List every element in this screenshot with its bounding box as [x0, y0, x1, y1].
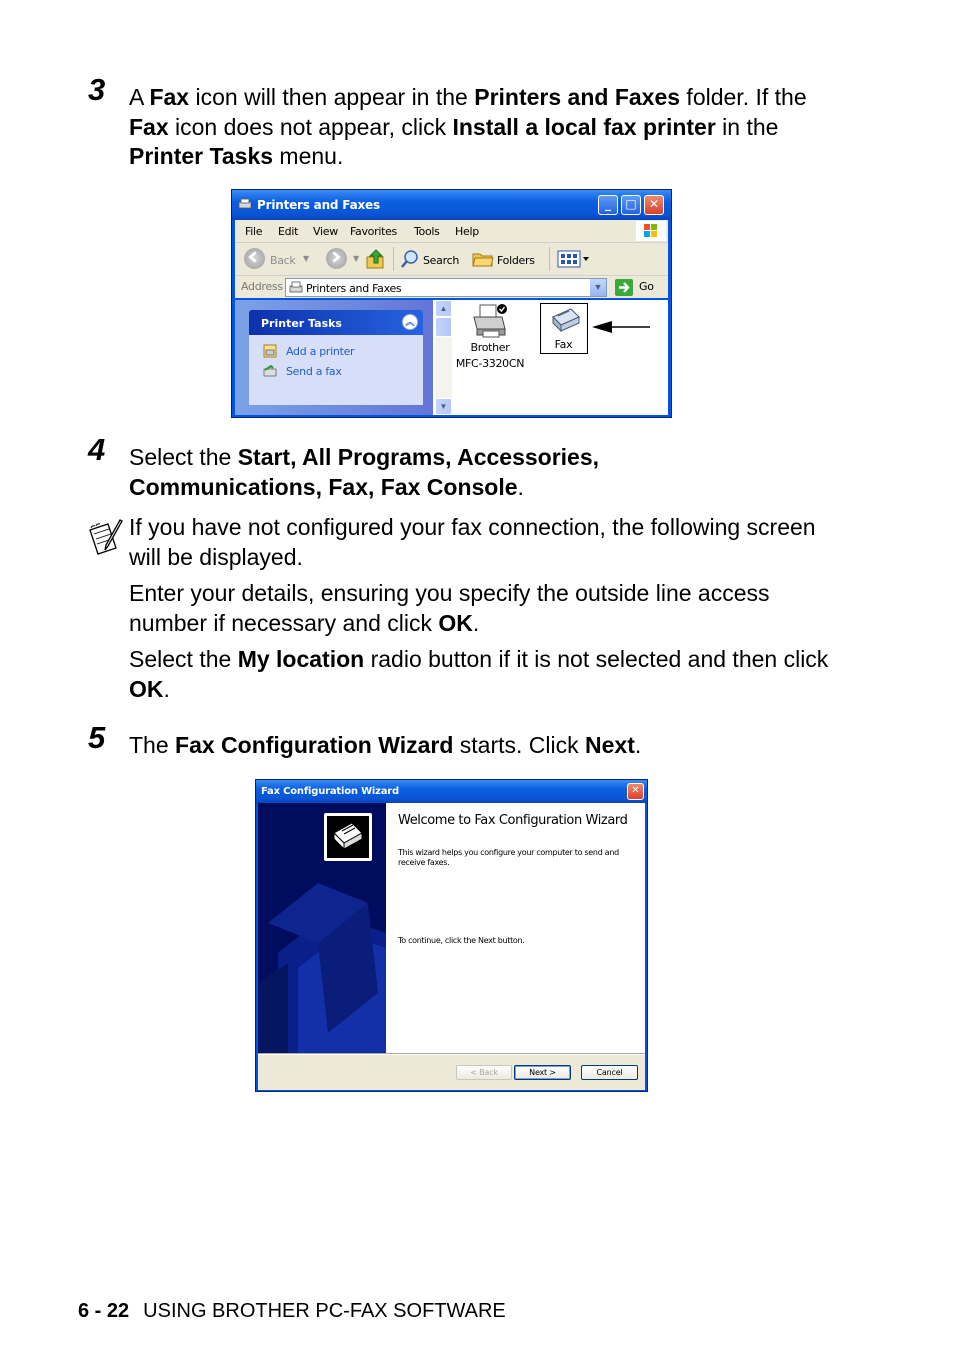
- add-printer-link[interactable]: Add a printer: [286, 345, 355, 358]
- add-printer-icon: [263, 344, 277, 358]
- wizard-heading: Welcome to Fax Configuration Wizard: [398, 813, 628, 828]
- note-pencil-icon: [86, 518, 126, 558]
- collapse-chevron-icon[interactable]: ︽: [402, 314, 418, 330]
- wizard-close-button[interactable]: ✕: [627, 783, 644, 800]
- folder-content: [235, 300, 668, 415]
- wizard-body: [258, 803, 645, 1090]
- menu-tools[interactable]: Tools: [414, 225, 440, 238]
- back-button[interactable]: < Back: [456, 1065, 512, 1080]
- step-number-4: 4: [88, 432, 106, 467]
- send-fax-link[interactable]: Send a fax: [286, 365, 342, 378]
- menu-favorites[interactable]: Favorites: [350, 225, 397, 238]
- go-arrow-icon[interactable]: [615, 279, 633, 296]
- printer-name-line2: MFC-3320CN: [455, 357, 525, 370]
- up-folder-icon[interactable]: [365, 248, 387, 270]
- chapter-title: USING BROTHER PC-FAX SOFTWARE: [143, 1300, 506, 1322]
- wizard-description: This wizard helps you configure your computer to send and receive faxes.: [398, 848, 619, 867]
- printer-tasks-header[interactable]: [249, 310, 423, 335]
- fax-configuration-wizard-window: [255, 779, 648, 1092]
- address-field[interactable]: [285, 278, 607, 297]
- address-label: Address: [241, 280, 283, 293]
- printers-and-faxes-window: [231, 189, 672, 418]
- toolbar: [235, 243, 668, 276]
- step-number-5: 5: [88, 720, 106, 755]
- scroll-thumb[interactable]: [435, 317, 452, 337]
- close-button[interactable]: ✕: [644, 195, 664, 215]
- step-number-3: 3: [88, 72, 106, 107]
- back-arrow-icon: [244, 248, 265, 269]
- scroll-down-icon[interactable]: ▼: [435, 398, 452, 415]
- search-button[interactable]: Search: [423, 254, 459, 267]
- menu-view[interactable]: View: [313, 225, 338, 238]
- vertical-scrollbar[interactable]: [435, 300, 452, 415]
- printer-tasks-box: [249, 310, 423, 405]
- wizard-continue-text: To continue, click the Next button.: [398, 936, 525, 945]
- send-fax-icon: [263, 364, 277, 378]
- wizard-separator: [258, 1053, 645, 1055]
- printer-folder-icon: [289, 281, 303, 294]
- menu-file[interactable]: File: [245, 225, 263, 238]
- forward-button[interactable]: [326, 248, 347, 269]
- wizard-main-panel: [386, 803, 645, 1053]
- fax-label: Fax: [554, 338, 573, 351]
- folders-button[interactable]: Folders: [497, 254, 535, 267]
- go-button[interactable]: Go: [639, 280, 654, 293]
- back-label: Back: [270, 254, 296, 267]
- search-icon: [400, 249, 420, 269]
- wizard-side-banner: [258, 803, 386, 1053]
- fax-logo-icon: [324, 813, 372, 861]
- forward-arrow-icon: [326, 248, 345, 267]
- step-3-text: A Fax icon will then appear in the Printers and Faxes folder. If the Fax icon does not appear, click Install a local fax printer in the Printer Tasks menu.: [129, 84, 807, 169]
- note-paragraph-1: If you have not configured your fax connection, the following screen will be displayed.: [129, 514, 816, 570]
- note-paragraph-3: Select the My location radio button if it is not selected and then click OK.: [129, 646, 829, 702]
- folders-icon: [472, 250, 494, 268]
- address-value: Printers and Faxes: [306, 282, 402, 295]
- address-bar: [235, 276, 668, 298]
- views-icon[interactable]: [557, 250, 591, 268]
- fax-printer-item[interactable]: [540, 303, 588, 354]
- step-5-text: The Fax Configuration Wizard starts. Click Next.: [129, 732, 642, 758]
- back-dropdown-icon[interactable]: ▼: [303, 254, 309, 263]
- printer-tasks-body: [249, 335, 423, 405]
- note-paragraph-2: Enter your details, ensuring you specify the outside line access number if necessary and click OK.: [129, 580, 770, 636]
- windows-logo-icon: [636, 221, 666, 241]
- wizard-title: Fax Configuration Wizard: [261, 786, 399, 797]
- maximize-button[interactable]: □: [621, 195, 641, 215]
- tasks-pane: [235, 300, 433, 415]
- fax-icon: [549, 307, 581, 335]
- wizard-titlebar[interactable]: [256, 780, 647, 803]
- step-4-text: Select the Start, All Programs, Accessories, Communications, Fax, Fax Console.: [129, 444, 600, 500]
- pointer-arrow-icon: [590, 320, 652, 334]
- window-title: Printers and Faxes: [257, 198, 380, 212]
- cancel-button[interactable]: Cancel: [581, 1065, 638, 1080]
- menu-help[interactable]: Help: [455, 225, 479, 238]
- page-footer: [78, 1300, 506, 1323]
- forward-dropdown-icon[interactable]: ▼: [353, 254, 359, 263]
- minimize-button[interactable]: _: [598, 195, 618, 215]
- printer-name-line1: Brother: [470, 341, 510, 354]
- scroll-up-icon[interactable]: ▲: [435, 300, 452, 317]
- printer-folder-icon: [238, 198, 252, 210]
- printer-tasks-title: Printer Tasks: [261, 317, 342, 330]
- page-number: 6 - 22: [78, 1300, 130, 1322]
- menu-edit[interactable]: Edit: [278, 225, 299, 238]
- window-titlebar[interactable]: [232, 190, 671, 220]
- printer-icon: [471, 303, 509, 339]
- menu-bar: [235, 220, 668, 243]
- address-dropdown-icon[interactable]: ▼: [590, 279, 606, 296]
- next-button[interactable]: Next >: [514, 1065, 571, 1080]
